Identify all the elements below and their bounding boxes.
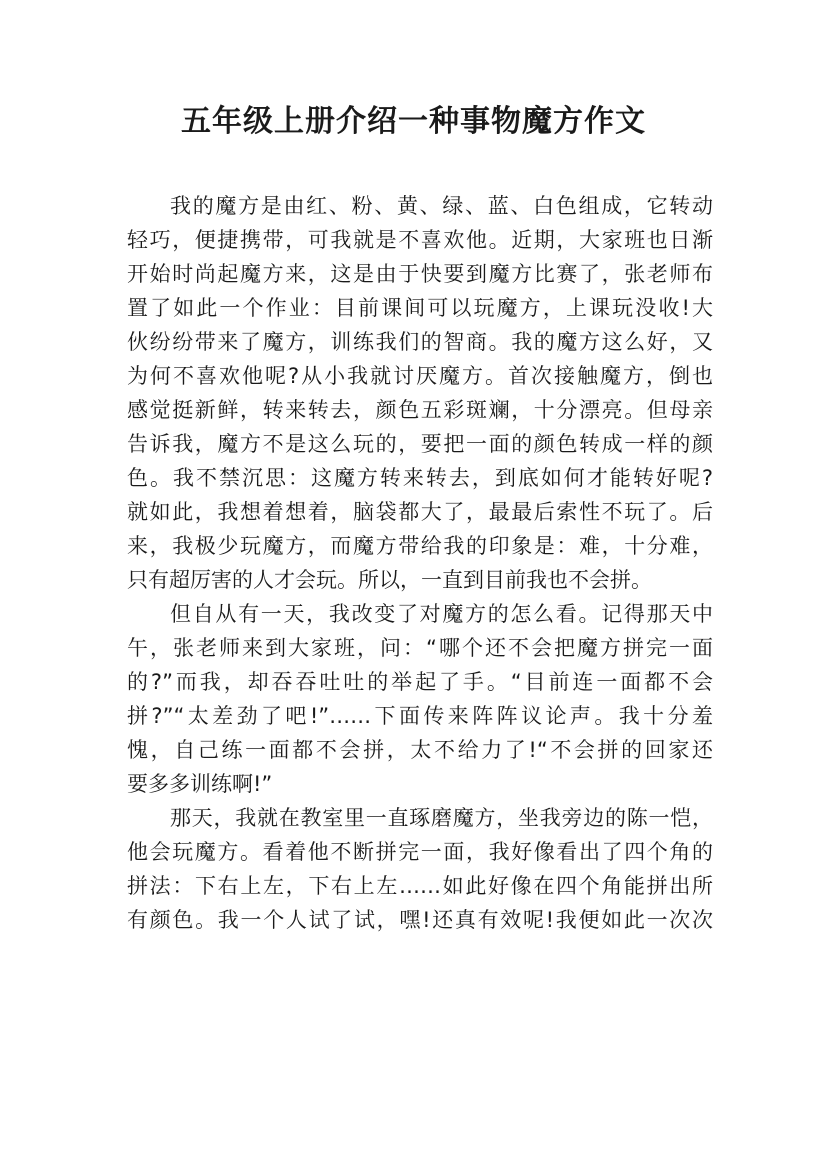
text-line: 我的魔方是由红、粉、黄、绿、蓝、白色组成，它转动 (170, 194, 713, 218)
text-line: 愧，自己练一面都不会拼，太不给力了!“不会拼的回家还 (127, 738, 713, 762)
document-title: 五年级上册介绍一种事物魔方作文 (181, 104, 646, 139)
text-line: 为何不喜欢他呢?从小我就讨厌魔方。首次接触魔方，倒也 (127, 364, 713, 388)
text-line: 只有超厉害的人才会玩。所以，一直到目前我也不会拼。 (127, 568, 652, 592)
text-line: 拼?”“太差劲了吧!”……下面传来阵阵议论声。我十分羞 (127, 704, 713, 728)
text-line: 来，我极少玩魔方，而魔方带给我的印象是：难，十分难， (127, 534, 713, 558)
text-line: 的?”而我，却吞吞吐吐的举起了手。“目前连一面都不会 (127, 670, 713, 694)
text-line: 他会玩魔方。看着他不断拼完一面，我好像看出了四个角的 (127, 840, 713, 864)
text-line: 轻巧，便捷携带，可我就是不喜欢他。近期，大家班也日渐 (127, 228, 713, 252)
text-line: 午，张老师来到大家班，问：“哪个还不会把魔方拼完一面 (127, 636, 713, 660)
text-line: 伙纷纷带来了魔方，训练我们的智商。我的魔方这么好，又 (127, 330, 713, 354)
text-line: 那天，我就在教室里一直琢磨魔方，坐我旁边的陈一恺， (170, 806, 713, 830)
text-line: 开始时尚起魔方来，这是由于快要到魔方比赛了，张老师布 (127, 262, 713, 286)
text-line: 色。我不禁沉思：这魔方转来转去，到底如何才能转好呢? (127, 466, 713, 490)
text-line: 置了如此一个作业：目前课间可以玩魔方，上课玩没收!大 (127, 296, 713, 320)
text-line: 告诉我，魔方不是这么玩的，要把一面的颜色转成一样的颜 (127, 432, 713, 456)
text-line: 感觉挺新鲜，转来转去，颜色五彩斑斓，十分漂亮。但母亲 (127, 398, 713, 422)
text-line: 就如此，我想着想着，脑袋都大了，最最后索性不玩了。后 (127, 500, 713, 524)
text-line: 拼法：下右上左，下右上左……如此好像在四个角能拼出所 (127, 874, 713, 898)
document-body (127, 189, 713, 937)
text-line: 但自从有一天，我改变了对魔方的怎么看。记得那天中 (170, 602, 713, 626)
text-line: 有颜色。我一个人试了试，嘿!还真有效呢!我便如此一次次 (127, 908, 713, 932)
text-line: 要多多训练啊!” (127, 772, 273, 796)
